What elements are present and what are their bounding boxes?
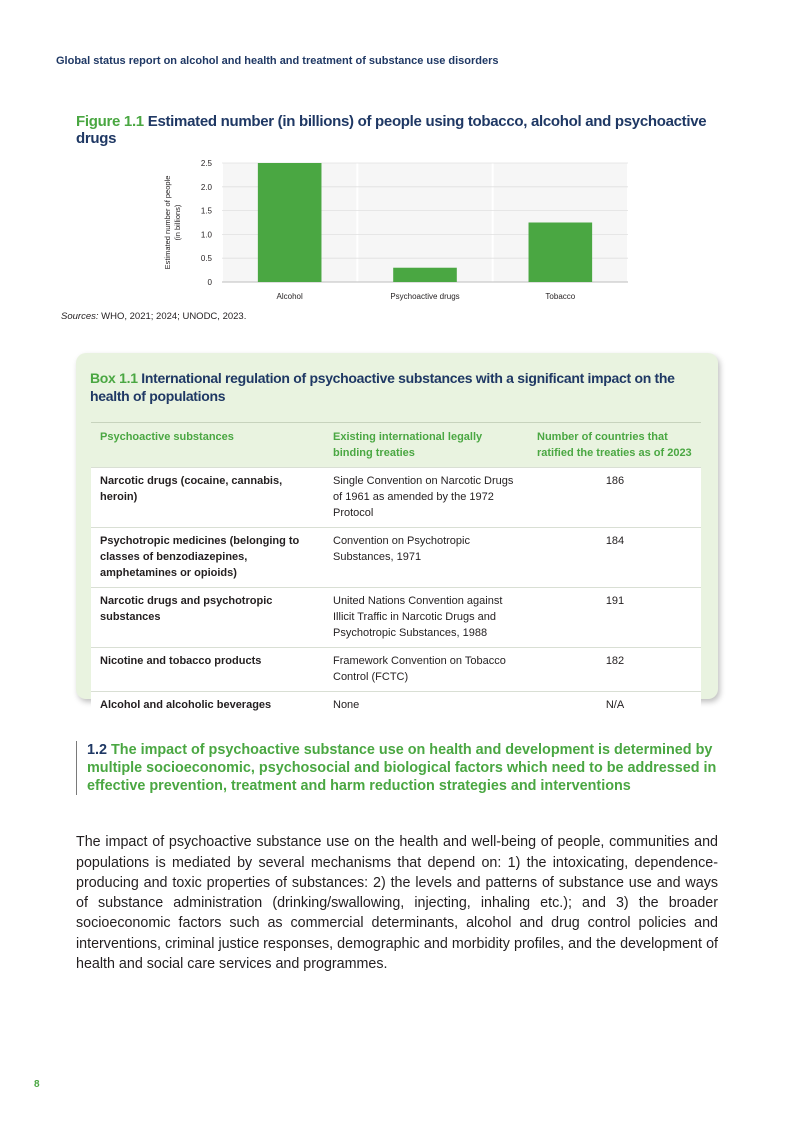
table-header-row	[91, 423, 701, 468]
regulation-table	[91, 422, 701, 719]
x-category-label: Tobacco	[545, 292, 576, 301]
y-axis-label: (in billions)	[173, 204, 182, 241]
box-1-1	[76, 353, 718, 711]
substance-cell: Psychotropic medicines (belonging to classes of benzodiazepines, amphetamines or opioids)	[91, 528, 324, 588]
y-tick-label: 0.5	[200, 254, 212, 264]
countries-cell: 186	[528, 468, 701, 528]
table-row	[91, 468, 701, 528]
box-label: Box 1.1	[90, 370, 138, 386]
figure-title-text: Estimated number (in billions) of people using tobacco, alcohol and psychoactive drugs	[76, 113, 707, 147]
treaty-cell: Convention on Psychotropic Substances, 1971	[324, 528, 528, 588]
category-panel	[358, 163, 491, 282]
section-title: The impact of psychoactive substance use on health and development is determined by multiple socioeconomic, psychosocial and biological factors which need to be addressed in effective prevention, treatment and harm reduction strategies and interventions	[87, 742, 717, 794]
running-header: Global status report on alcohol and health and treatment of substance use disorders	[56, 55, 499, 67]
y-tick-label: 1.5	[200, 206, 212, 216]
treaty-cell: None	[324, 692, 528, 720]
countries-cell: 182	[528, 648, 701, 692]
figure-sources	[61, 311, 246, 322]
substance-cell: Alcohol and alcoholic beverages	[91, 692, 324, 720]
treaty-cell: Single Convention on Narcotic Drugs of 1961 as amended by the 1972 Protocol	[324, 468, 528, 528]
x-category-label: Psychoactive drugs	[390, 292, 460, 301]
box-title	[90, 369, 705, 405]
y-tick-label: 0	[207, 278, 212, 287]
y-axis-label: Estimated number of people	[163, 175, 172, 270]
substance-cell: Nicotine and tobacco products	[91, 648, 324, 692]
y-tick-label: 1.0	[200, 230, 212, 240]
treaty-cell: Framework Convention on Tobacco Control (FCTC)	[324, 648, 528, 692]
y-tick-label: 2.0	[200, 182, 212, 192]
figure-title	[76, 113, 736, 147]
sources-label: Sources:	[61, 311, 99, 322]
body-paragraph: The impact of psychoactive substance use on the health and well-being of people, communities and populations is mediated by several mechanisms that depend on: 1) the intoxicating, dependence-producing and toxic properties of substances: 2) the levels and patterns of substance use and ways of substance administration (drinking/swallowing, injecting, inhaling etc.); and 3) the broader socioeconomic factors such as commercial determinants, alcohol and drug control policies and interventions, criminal justice responses, demographic and morbidity profiles, and the development of health and social care services and programmes.	[76, 834, 718, 973]
box-title-text: International regulation of psychoactive substances with a significant impact on the health of populations	[90, 370, 675, 404]
table-row	[91, 648, 701, 692]
y-tick-label: 2.5	[200, 159, 212, 168]
bar-chart	[150, 150, 640, 310]
treaty-cell: United Nations Convention against Illicit Traffic in Narcotic Drugs and Psychotropic Substances, 1988	[324, 588, 528, 648]
bar-alcohol	[258, 163, 322, 282]
section-heading	[76, 741, 727, 795]
table-row	[91, 692, 701, 720]
x-category-label: Alcohol	[276, 292, 303, 301]
countries-cell: 184	[528, 528, 701, 588]
sources-text: WHO, 2021; 2024; UNODC, 2023.	[101, 311, 247, 322]
column-header-treaties: Existing international legally binding treaties	[324, 423, 528, 468]
section-number: 1.2	[87, 742, 108, 758]
figure-label: Figure 1.1	[76, 113, 144, 130]
table-row	[91, 528, 701, 588]
page-number: 8	[34, 1079, 40, 1090]
countries-cell: N/A	[528, 692, 701, 720]
table-row	[91, 588, 701, 648]
substance-cell: Narcotic drugs (cocaine, cannabis, heroin)	[91, 468, 324, 528]
column-header-countries: Number of countries that ratified the treaties as of 2023	[528, 423, 701, 468]
column-header-substances: Psychoactive substances	[91, 423, 324, 468]
substance-cell: Narcotic drugs and psychotropic substances	[91, 588, 324, 648]
countries-cell: 191	[528, 588, 701, 648]
bar-psychoactive-drugs	[393, 268, 457, 282]
bar-tobacco	[529, 223, 593, 283]
